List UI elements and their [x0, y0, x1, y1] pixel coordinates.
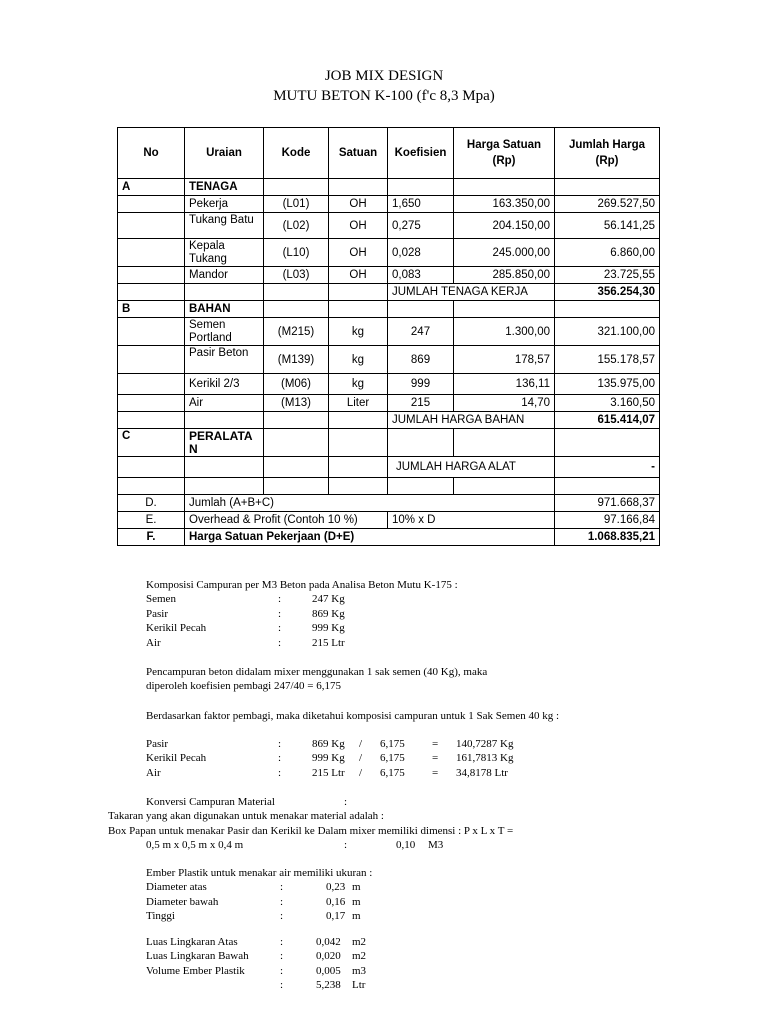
section-no: A	[118, 179, 185, 196]
per-sak-block	[146, 737, 726, 780]
konversi-block	[108, 795, 738, 853]
kode-cell: (L03)	[264, 267, 329, 284]
komposisi-value: 247 Kg	[312, 593, 345, 606]
table-row	[118, 213, 660, 239]
uraian-cell: Mandor	[185, 267, 264, 284]
grand-total-f-row	[118, 529, 660, 546]
kode-cell: (M215)	[264, 318, 329, 346]
box-unit: M3	[428, 839, 444, 852]
table-row	[118, 395, 660, 412]
colon: :	[278, 752, 282, 765]
subtotal-label: JUMLAH TENAGA KERJA	[388, 284, 555, 301]
pencampuran-block	[146, 665, 726, 694]
harga-cell: 245.000,00	[454, 239, 555, 267]
luas-value: 0,042	[316, 936, 341, 948]
satuan-cell: OH	[329, 239, 388, 267]
pencampuran-line-1: Pencampuran beton didalam mixer menggunakan 1 sak semen (40 Kg), maka	[146, 666, 488, 678]
harga-cell: 285.850,00	[454, 267, 555, 284]
colon: :	[278, 636, 282, 649]
berdasarkan-block	[146, 709, 726, 723]
kode-cell: (L10)	[264, 239, 329, 267]
jumlah-cell: 3.160,50	[555, 395, 660, 412]
total-d-row	[118, 495, 660, 512]
uraian-cell: Air	[185, 395, 264, 412]
section-label: BAHAN	[185, 301, 264, 318]
colon: :	[280, 936, 284, 948]
pencampuran-line-2: diperoleh koefisien pembagi 247/40 = 6,175	[146, 680, 341, 693]
harga-cell: 14,70	[454, 395, 555, 412]
per-sak-divisor: 6,175	[380, 752, 405, 765]
subtotal-tenaga-row	[118, 284, 660, 301]
satuan-cell: OH	[329, 267, 388, 284]
per-sak-result: 161,7813 Kg	[456, 752, 514, 765]
box-text: Box Papan untuk menakar Pasir dan Kerikil ke Dalam mixer memiliki dimensi : P x L x T =	[108, 824, 514, 837]
header-satuan: Satuan	[329, 128, 388, 179]
ember-title: Ember Plastik untuk menakar air memiliki ukuran :	[146, 867, 373, 879]
colon: :	[344, 839, 348, 852]
kode-cell: (M06)	[264, 374, 329, 395]
ember-value: 0,16	[326, 895, 346, 908]
subtotal-value: 356.254,30	[555, 284, 660, 301]
per-sak-result: 34,8178 Ltr	[456, 766, 508, 779]
komposisi-label: Pasir	[146, 607, 168, 620]
jumlah-cell: 135.975,00	[555, 374, 660, 395]
satuan-cell: OH	[329, 213, 388, 239]
jumlah-cell: 6.860,00	[555, 239, 660, 267]
section-no: C	[118, 429, 185, 457]
koefisien-cell: 0,275	[388, 213, 454, 239]
per-sak-value: 869 Kg	[312, 738, 345, 750]
luas-unit: Ltr	[352, 979, 366, 992]
uraian-cell: Pekerja	[185, 196, 264, 213]
uraian-cell: Pasir Beton	[185, 346, 264, 374]
komposisi-title: Komposisi Campuran per M3 Beton pada Analisa Beton Mutu K-175 :	[146, 579, 458, 591]
header-koefisien: Koefisien	[388, 128, 454, 179]
per-sak-divisor: 6,175	[380, 766, 405, 779]
title-line-1: JOB MIX DESIGN	[324, 68, 444, 84]
ember-label: Diameter atas	[146, 881, 207, 894]
colon: :	[280, 964, 284, 977]
kode-cell: (M13)	[264, 395, 329, 412]
uraian-cell: Kerikil 2/3	[185, 374, 264, 395]
koefisien-cell: 215	[388, 395, 454, 412]
subtotal-alat-row	[118, 457, 660, 478]
harga-cell: 136,11	[454, 374, 555, 395]
ember-label: Diameter bawah	[146, 895, 219, 908]
colon: :	[280, 979, 284, 992]
row-value: 971.668,37	[555, 495, 660, 512]
jumlah-cell: 269.527,50	[555, 196, 660, 213]
colon: :	[280, 881, 284, 894]
colon: :	[278, 622, 282, 635]
luas-value: 0,020	[316, 950, 341, 963]
konversi-title: Konversi Campuran Material	[146, 796, 275, 808]
section-no: B	[118, 301, 185, 318]
subtotal-value: 615.414,07	[555, 412, 660, 429]
per-sak-label: Kerikil Pecah	[146, 752, 207, 765]
table-header-row	[118, 128, 660, 179]
table-row	[118, 318, 660, 346]
header-harga-satuan: Harga Satuan (Rp)	[454, 128, 555, 179]
luas-label: Volume Ember Plastik	[146, 964, 245, 977]
table-row	[118, 239, 660, 267]
takaran-text: Takaran yang akan digunakan untuk menakar material adalah :	[108, 810, 384, 823]
section-label: TENAGA	[185, 179, 264, 196]
table-row	[118, 374, 660, 395]
per-sak-label: Air	[146, 766, 161, 779]
colon: :	[278, 607, 282, 620]
header-uraian: Uraian	[185, 128, 264, 179]
blank-row	[118, 478, 660, 495]
colon: :	[344, 796, 348, 808]
ember-unit: m	[352, 881, 361, 894]
luas-value: 5,238	[316, 979, 341, 992]
per-sak-value: 999 Kg	[312, 752, 345, 765]
komposisi-value: 869 Kg	[312, 607, 345, 620]
jumlah-cell: 56.141,25	[555, 213, 660, 239]
satuan-cell: Liter	[329, 395, 388, 412]
satuan-cell: OH	[329, 196, 388, 213]
equals: =	[432, 738, 439, 750]
row-formula: 10% x D	[388, 512, 555, 529]
satuan-cell: kg	[329, 318, 388, 346]
colon: :	[278, 738, 282, 750]
luas-label: Luas Lingkaran Bawah	[146, 950, 249, 963]
harga-cell: 204.150,00	[454, 213, 555, 239]
koefisien-cell: 869	[388, 346, 454, 374]
row-label: Overhead & Profit (Contoh 10 %)	[185, 512, 388, 529]
table-row	[118, 346, 660, 374]
row-value: 97.166,84	[555, 512, 660, 529]
subtotal-value: -	[555, 457, 660, 478]
slash: /	[359, 738, 363, 750]
per-sak-divisor: 6,175	[380, 738, 405, 750]
colon: :	[280, 910, 284, 923]
equals: =	[432, 752, 439, 765]
luas-block	[146, 935, 726, 993]
ember-value: 0,17	[326, 910, 346, 923]
luas-label: Luas Lingkaran Atas	[146, 936, 238, 948]
subtotal-bahan-row	[118, 412, 660, 429]
jumlah-cell: 155.178,57	[555, 346, 660, 374]
berdasarkan-text: Berdasarkan faktor pembagi, maka diketahui komposisi campuran untuk 1 Sak Semen 40 kg :	[146, 710, 560, 722]
overhead-e-row	[118, 512, 660, 529]
ember-unit: m	[352, 895, 361, 908]
row-no: E.	[118, 512, 185, 529]
box-volume: 0,10	[396, 839, 416, 852]
section-label: PERALATAN	[185, 429, 264, 457]
colon: :	[280, 950, 284, 963]
kode-cell: (M139)	[264, 346, 329, 374]
row-label: Jumlah (A+B+C)	[185, 495, 555, 512]
section-b-row	[118, 301, 660, 318]
header-kode: Kode	[264, 128, 329, 179]
kode-cell: (L02)	[264, 213, 329, 239]
luas-unit: m3	[352, 964, 367, 977]
komposisi-label: Kerikil Pecah	[146, 622, 207, 635]
title-line-2: MUTU BETON K-100 (f'c 8,3 Mpa)	[273, 88, 495, 104]
table-row	[118, 267, 660, 284]
colon: :	[280, 895, 284, 908]
uraian-cell: Semen Portland	[185, 318, 264, 346]
ember-value: 0,23	[326, 881, 346, 894]
colon: :	[278, 593, 282, 606]
ember-block	[146, 866, 726, 924]
per-sak-value: 215 Ltr	[312, 766, 345, 779]
harga-cell: 178,57	[454, 346, 555, 374]
komposisi-block	[146, 578, 726, 650]
koefisien-cell: 1,650	[388, 196, 454, 213]
komposisi-value: 999 Kg	[312, 622, 345, 635]
row-no: F.	[118, 529, 185, 546]
equals: =	[432, 766, 439, 779]
box-dimension: 0,5 m x 0,5 m x 0,4 m	[146, 839, 244, 852]
komposisi-label: Air	[146, 636, 161, 649]
satuan-cell: kg	[329, 346, 388, 374]
slash: /	[359, 766, 363, 779]
per-sak-result: 140,7287 Kg	[456, 738, 514, 750]
row-no: D.	[118, 495, 185, 512]
per-sak-label: Pasir	[146, 738, 168, 750]
satuan-cell: kg	[329, 374, 388, 395]
komposisi-value: 215 Ltr	[312, 636, 345, 649]
jumlah-cell: 23.725,55	[555, 267, 660, 284]
slash: /	[359, 752, 363, 765]
koefisien-cell: 999	[388, 374, 454, 395]
uraian-cell: Kepala Tukang	[185, 239, 264, 267]
row-label: Harga Satuan Pekerjaan (D+E)	[185, 529, 555, 546]
komposisi-label: Semen	[146, 593, 176, 606]
luas-value: 0,005	[316, 964, 341, 977]
subtotal-label: JUMLAH HARGA ALAT	[388, 457, 555, 478]
header-no: No	[118, 128, 185, 179]
section-a-row	[118, 179, 660, 196]
kode-cell: (L01)	[264, 196, 329, 213]
cost-table	[117, 127, 660, 546]
subtotal-label: JUMLAH HARGA BAHAN	[388, 412, 555, 429]
harga-cell: 163.350,00	[454, 196, 555, 213]
uraian-cell: Tukang Batu	[185, 213, 264, 239]
koefisien-cell: 247	[388, 318, 454, 346]
section-c-row	[118, 429, 660, 457]
ember-label: Tinggi	[146, 910, 175, 923]
koefisien-cell: 0,083	[388, 267, 454, 284]
ember-unit: m	[352, 910, 361, 923]
row-value: 1.068.835,21	[555, 529, 660, 546]
harga-cell: 1.300,00	[454, 318, 555, 346]
luas-unit: m2	[352, 936, 367, 948]
jumlah-cell: 321.100,00	[555, 318, 660, 346]
luas-unit: m2	[352, 950, 367, 963]
koefisien-cell: 0,028	[388, 239, 454, 267]
header-jumlah-harga: Jumlah Harga (Rp)	[555, 128, 660, 179]
table-row	[118, 196, 660, 213]
colon: :	[278, 766, 282, 779]
